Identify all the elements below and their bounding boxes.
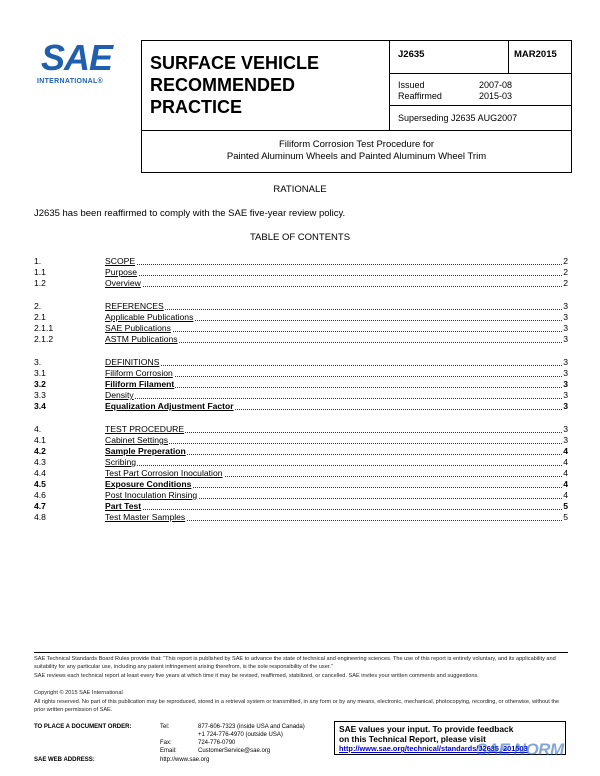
toc-number: 2.1: [34, 312, 46, 322]
logo-tagline: INTERNATIONAL®: [37, 78, 104, 85]
doc-number: J2635: [398, 49, 425, 60]
footer-rights: All rights reserved. No part of this publication may be reproduced, stored in a retrieval system or transmitted, in any form or by any means, electronic, mechanical, photocopying, recording, or otherwise, without the prior written permission of SAE.: [34, 699, 560, 713]
toc-link-scope[interactable]: SCOPE: [105, 256, 136, 266]
toc-page: 4: [563, 468, 568, 478]
toc-page: 3: [563, 301, 568, 311]
superseding-box: [389, 105, 572, 131]
issued-label: Issued: [398, 80, 425, 90]
feedback-url-link[interactable]: http://www.sae.org/technical/standards/J2635_201503: [339, 744, 528, 753]
email-link[interactable]: CustomerService@sae.org: [198, 748, 271, 754]
tel-inside-usa: 877-606-7323 (inside USA and Canada): [198, 724, 305, 730]
toc-number: 3.3: [34, 390, 46, 400]
toc-link-purpose[interactable]: Purpose: [105, 267, 138, 277]
toc-number: 3.2: [34, 379, 46, 389]
reaffirmed-value: 2015-03: [479, 91, 513, 101]
toc-number: 2.1.2: [34, 334, 54, 344]
document-type-box: [141, 40, 390, 131]
toc-link-sample-preperation[interactable]: Sample Preperation: [105, 446, 186, 456]
email-label: Email:: [160, 748, 177, 754]
toc-link-exposure-conditions[interactable]: Exposure Conditions: [105, 479, 192, 489]
issue-info-box: [389, 73, 572, 106]
toc-link-sae-publications[interactable]: SAE Publications: [105, 323, 171, 333]
toc-number: 1.1: [34, 267, 46, 277]
order-label: TO PLACE A DOCUMENT ORDER:: [34, 724, 132, 730]
footer-policy: SAE Technical Standards Board Rules provide that: “This report is published by SAE to advance the state of technical and engineering sciences. The use of this report is entirely voluntary, and its applicability and suitability for any particular use, including any patent infringement arising therefrom, is the sole responsibility of the user.”: [34, 656, 556, 670]
toc-link-overview[interactable]: Overview: [105, 278, 141, 288]
toc-page: 4: [563, 479, 568, 489]
toc-link-test-procedure[interactable]: TEST PROCEDURE: [105, 424, 185, 434]
document-type-line2: RECOMMENDED PRACTICE: [150, 75, 296, 117]
feedback-line2: on this Technical Report, please visit: [339, 734, 486, 744]
doc-number-box: [389, 40, 509, 74]
web-link[interactable]: http://www.sae.org: [160, 757, 210, 763]
toc-number: 4.6: [34, 490, 46, 500]
document-type-line1: SURFACE VEHICLE: [150, 53, 320, 73]
toc-link-definitions[interactable]: DEFINITIONS: [105, 357, 160, 367]
toc-number: 2.1.1: [34, 323, 54, 333]
toc-number: 3.4: [34, 401, 46, 411]
toc-page: 3: [563, 435, 568, 445]
toc-page: 3: [563, 323, 568, 333]
toc-link-astm-publications[interactable]: ASTM Publications: [105, 334, 178, 344]
superseding-text: Superseding J2635 AUG2007: [398, 113, 518, 123]
toc-link-post-inoculation-rinsing[interactable]: Post Inoculation Rinsing: [105, 490, 198, 500]
toc-link-test-master-samples[interactable]: Test Master Samples: [105, 512, 186, 522]
tel-outside-usa: +1 724-776-4970 (outside USA): [198, 732, 283, 738]
toc-heading: TABLE OF CONTENTS: [249, 232, 351, 243]
toc-number: 1.: [34, 256, 42, 266]
document-type: [150, 52, 389, 118]
toc-link-equalization-adjustment-factor[interactable]: Equalization Adjustment Factor: [105, 401, 234, 411]
sae-logo: [37, 38, 133, 88]
toc-link-references[interactable]: REFERENCES: [105, 301, 164, 311]
tel-label: Tel:: [160, 724, 170, 730]
toc-page: 5: [563, 512, 568, 522]
toc-number: 4.1: [34, 435, 46, 445]
rationale-heading: RATIONALE: [273, 184, 327, 195]
toc-link-part-test[interactable]: Part Test: [105, 501, 142, 511]
logo-brand: SAE: [41, 37, 113, 78]
fax-number: 724-776-0790: [198, 740, 236, 746]
toc-number: 4.4: [34, 468, 46, 478]
toc-page: 2: [563, 278, 568, 288]
footer-review: SAE reviews each technical report at least every five years at which time it may be revised, reaffirmed, stabilized, or cancelled. SAE invites your written comments and suggestions.: [34, 673, 479, 679]
toc-number: 2.: [34, 301, 42, 311]
toc-page: 3: [563, 424, 568, 434]
rationale-text: J2635 has been reaffirmed to comply with the SAE five-year review policy.: [34, 208, 346, 219]
toc-link-cabinet-settings[interactable]: Cabinet Settings: [105, 435, 169, 445]
toc-number: 4.3: [34, 457, 46, 467]
toc-page: 3: [563, 379, 568, 389]
toc-page: 4: [563, 446, 568, 456]
toc-link-filiform-filament[interactable]: Filiform Filament: [105, 379, 175, 389]
web-label: SAE WEB ADDRESS:: [34, 757, 95, 763]
footer-copyright: Copyright © 2015 SAE International: [34, 690, 123, 696]
watermark-text: SAE NORM: [476, 740, 564, 759]
toc-number: 3.1: [34, 368, 46, 378]
toc-number: 3.: [34, 357, 42, 367]
feedback-line1: SAE values your input. To provide feedback: [339, 724, 514, 734]
toc-page: 3: [563, 390, 568, 400]
toc-link-density[interactable]: Density: [105, 390, 134, 400]
toc-page: 3: [563, 368, 568, 378]
toc-number: 4.: [34, 424, 42, 434]
sae-norm-watermark: [470, 740, 598, 770]
footer-divider: [34, 652, 568, 653]
toc-page: 3: [563, 312, 568, 322]
toc-page: 2: [563, 267, 568, 277]
reaffirmed-label: Reaffirmed: [398, 91, 442, 101]
fax-label: Fax:: [160, 740, 172, 746]
document-title-box: [141, 130, 572, 173]
toc-page: 3: [563, 357, 568, 367]
document-title-line2: Painted Aluminum Wheels and Painted Aluminum Wheel Trim: [226, 151, 487, 162]
toc-page: 4: [563, 457, 568, 467]
toc-number: 4.2: [34, 446, 46, 456]
toc-page: 4: [563, 490, 568, 500]
doc-date-box: [508, 40, 572, 74]
toc-page: 2: [563, 256, 568, 266]
doc-date: MAR2015: [514, 49, 557, 60]
toc-number: 1.2: [34, 278, 46, 288]
toc-number: 4.7: [34, 501, 46, 511]
toc-page: 3: [563, 334, 568, 344]
toc-number: 4.5: [34, 479, 46, 489]
toc-number: 4.8: [34, 512, 46, 522]
toc-link-scribing[interactable]: Scribing: [105, 457, 137, 467]
toc-link-test-part-corrosion-inoculation[interactable]: Test Part Corrosion Inoculation: [105, 468, 223, 478]
toc-link-applicable-publications[interactable]: Applicable Publications: [105, 312, 194, 322]
issued-value: 2007-08: [479, 80, 513, 90]
document-title-line1: Filiform Corrosion Test Procedure for: [278, 139, 435, 150]
toc-link-filiform-corrosion[interactable]: Filiform Corrosion: [105, 368, 173, 378]
toc-page: 5: [563, 501, 568, 511]
toc-page: 3: [563, 401, 568, 411]
